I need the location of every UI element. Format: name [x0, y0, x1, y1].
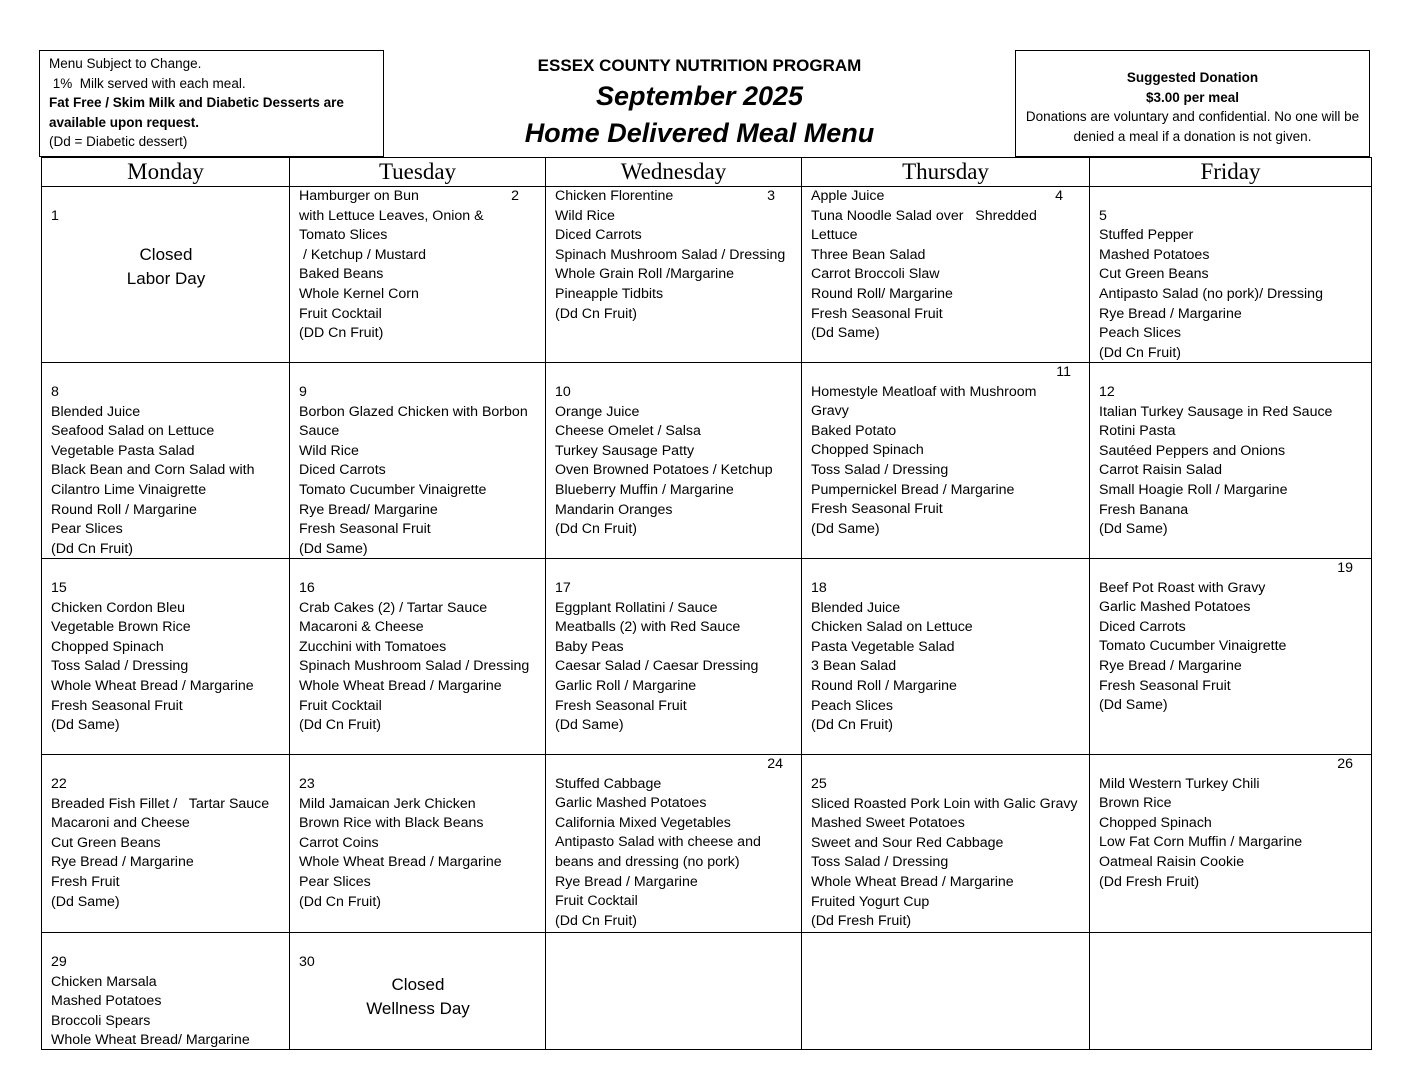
day-number: 26	[1337, 756, 1353, 772]
day-cell-empty	[546, 933, 802, 1050]
menu-title: Home Delivered Meal Menu	[524, 118, 875, 148]
menu-item: Antipasto Salad (no pork)/ Dressing	[1099, 285, 1323, 302]
menu-item: Pear Slices	[51, 521, 123, 538]
day-number: 9	[299, 384, 307, 400]
menu-item: Pumpernickel Bread / Margarine	[811, 481, 1015, 498]
day-cell	[42, 187, 290, 363]
menu-item: Meatballs (2) with Red Sauce	[555, 619, 741, 636]
donation-amount: $3.00 per meal	[1145, 89, 1240, 105]
menu-item: Eggplant Rollatini / Sauce	[555, 599, 718, 616]
day-number: 12	[1099, 384, 1115, 400]
menu-item: Fresh Seasonal Fruit	[811, 501, 943, 518]
menu-item: Rye Bread / Margarine	[51, 854, 194, 871]
menu-item: (Dd Same)	[51, 717, 120, 734]
menu-item: Blueberry Muffin / Margarine	[555, 481, 734, 498]
menu-item: Cut Green Beans	[51, 834, 161, 851]
menu-item: Pineapple Tidbits	[555, 285, 664, 302]
menu-item: Peach Slices	[811, 697, 894, 714]
day-cell	[546, 187, 802, 363]
menu-item: (Dd Cn Fruit)	[299, 893, 381, 910]
menu-item: Apple Juice	[811, 188, 885, 204]
menu-item: Sautéed Peppers and Onions	[1099, 442, 1286, 459]
day-cell	[546, 755, 802, 933]
menu-item: Fruit Cocktail	[555, 893, 638, 910]
menu-item: Tomato Cucumber Vinaigrette	[299, 481, 487, 498]
day-number: 2	[511, 188, 519, 204]
menu-item: Spinach Mushroom Salad / Dressing	[299, 658, 530, 675]
day-number: 30	[299, 954, 315, 970]
menu-item: Chicken Marsala	[51, 973, 157, 990]
menu-item: Chicken Salad on Lettuce	[811, 619, 973, 636]
menu-item: Orange Juice	[555, 403, 640, 420]
closed-reason: Wellness Day	[366, 998, 470, 1018]
menu-month: September 2025	[595, 81, 804, 111]
menu-item: Sweet and Sour Red Cabbage	[811, 834, 1004, 851]
menu-item: Diced Carrots	[299, 462, 386, 479]
menu-item: Small Hoagie Roll / Margarine	[1099, 481, 1288, 498]
menu-item: Wild Rice	[299, 442, 359, 459]
day-number: 25	[811, 776, 827, 792]
menu-item: Round Roll/ Margarine	[811, 285, 953, 302]
menu-item: Low Fat Corn Muffin / Margarine	[1099, 834, 1303, 851]
menu-item: (Dd Same)	[555, 717, 624, 734]
menu-item: Broccoli Spears	[51, 1012, 151, 1029]
day-cell	[42, 363, 290, 559]
menu-item: (Dd Cn Fruit)	[299, 717, 381, 734]
menu-item: Rye Bread / Margarine	[555, 873, 698, 890]
menu-item: Fruit Cocktail	[299, 697, 382, 714]
menu-item: Blended Juice	[51, 403, 141, 420]
donation-title: Suggested Donation	[1126, 70, 1259, 85]
notes-line-2: 1% Milk served with each meal.	[49, 75, 246, 91]
menu-item: Black Bean and Corn Salad with	[51, 462, 255, 479]
day-number: 22	[51, 776, 67, 792]
day-header-monday: Monday	[42, 158, 290, 187]
day-cell	[802, 755, 1090, 933]
menu-item: Brown Rice with Black Beans	[299, 815, 484, 832]
menu-item: (Dd Same)	[299, 540, 368, 557]
donation-box	[1015, 50, 1370, 157]
menu-item: Whole Wheat Bread / Margarine	[299, 854, 502, 871]
menu-item: Fresh Seasonal Fruit	[299, 521, 431, 538]
menu-item: Fruit Cocktail	[299, 305, 382, 322]
menu-item: Garlic Mashed Potatoes	[1099, 599, 1251, 616]
menu-item: Breaded Fish Fillet / Tartar Sauce	[51, 795, 270, 812]
menu-item: Fresh Seasonal Fruit	[555, 697, 687, 714]
day-cell	[1090, 363, 1372, 559]
notes-line-1: Menu Subject to Change.	[49, 56, 202, 71]
menu-item: Chicken Florentine	[555, 188, 674, 204]
menu-item: Sliced Roasted Pork Loin with Galic Gravy	[811, 795, 1078, 812]
menu-item: Toss Salad / Dressing	[51, 658, 189, 675]
day-number: 23	[299, 776, 315, 792]
menu-item: Blended Juice	[811, 599, 901, 616]
menu-item: Whole Wheat Bread / Margarine	[811, 873, 1014, 890]
day-header-tuesday: Tuesday	[290, 158, 546, 187]
menu-item: Crab Cakes (2) / Tartar Sauce	[299, 599, 488, 616]
menu-item: Baby Peas	[555, 638, 624, 655]
menu-item: Fresh Seasonal Fruit	[811, 305, 943, 322]
day-cell	[290, 559, 546, 755]
menu-item: Carrot Raisin Salad	[1099, 462, 1223, 479]
menu-item: (Dd Same)	[51, 893, 120, 910]
menu-item: Diced Carrots	[555, 227, 642, 244]
menu-item: Macaroni & Cheese	[299, 619, 424, 636]
menu-item: Fresh Fruit	[51, 873, 120, 890]
menu-item: (Dd Fresh Fruit)	[1099, 873, 1200, 890]
day-number: 18	[811, 580, 827, 596]
day-number: 24	[767, 756, 783, 772]
day-cell-empty	[1090, 933, 1372, 1050]
menu-item: (DD Cn Fruit)	[299, 325, 384, 342]
day-cell-empty	[802, 933, 1090, 1050]
menu-item: Macaroni and Cheese	[51, 815, 190, 832]
menu-item: Zucchini with Tomatoes	[299, 638, 447, 655]
menu-item: Carrot Broccoli Slaw	[811, 266, 940, 283]
menu-item: Garlic Roll / Margarine	[555, 677, 697, 694]
menu-item: Spinach Mushroom Salad / Dressing	[555, 246, 786, 263]
day-number: 17	[555, 580, 571, 596]
menu-item: Tuna Noodle Salad over Shredded	[811, 207, 1037, 224]
menu-item: Whole Wheat Bread/ Margarine	[51, 1032, 250, 1049]
menu-item: Toss Salad / Dressing	[811, 854, 949, 871]
day-cell	[546, 363, 802, 559]
menu-item: (Dd Cn Fruit)	[1099, 344, 1181, 361]
menu-item: Mild Jamaican Jerk Chicken	[299, 795, 476, 812]
menu-item: (Dd Same)	[811, 520, 880, 537]
menu-item: Borbon Glazed Chicken with Borbon	[299, 403, 528, 420]
day-cell	[1090, 559, 1372, 755]
day-cell	[42, 933, 290, 1050]
menu-item: Mandarin Oranges	[555, 501, 673, 518]
menu-item: Cut Green Beans	[1099, 266, 1209, 283]
menu-item: Cheese Omelet / Salsa	[555, 423, 701, 440]
menu-item: Diced Carrots	[1099, 618, 1186, 635]
menu-item: Sauce	[299, 423, 340, 440]
day-cell	[802, 559, 1090, 755]
menu-item: Brown Rice	[1099, 795, 1172, 812]
menu-item: Vegetable Brown Rice	[51, 619, 191, 636]
menu-item: Chopped Spinach	[811, 442, 924, 459]
menu-item: Toss Salad / Dressing	[811, 461, 949, 478]
day-number: 15	[51, 580, 67, 596]
donation-text: Donations are voluntary and confidential. No one will be denied a meal if a donation is not given.	[1025, 109, 1360, 144]
menu-item: Mashed Potatoes	[1099, 246, 1210, 263]
closed-reason: Labor Day	[126, 268, 206, 288]
day-number: 3	[767, 188, 775, 204]
menu-item: Garlic Mashed Potatoes	[555, 795, 707, 812]
menu-item: Caesar Salad / Caesar Dressing	[555, 658, 759, 675]
menu-item: Oatmeal Raisin Cookie	[1099, 853, 1245, 870]
program-name: ESSEX COUNTY NUTRITION PROGRAM	[537, 56, 862, 75]
day-cell	[290, 755, 546, 933]
day-number: 1	[51, 208, 59, 224]
menu-item: Stuffed Pepper	[1099, 227, 1194, 244]
menu-item: Lettuce	[811, 227, 858, 244]
menu-item: Fresh Banana	[1099, 501, 1189, 518]
menu-item: Gravy	[811, 403, 849, 420]
menu-item: Round Roll / Margarine	[811, 677, 957, 694]
menu-item: Oven Browned Potatoes / Ketchup	[555, 462, 773, 479]
menu-item: (Dd Cn Fruit)	[811, 717, 893, 734]
menu-calendar	[41, 157, 1372, 1050]
closed-label: Closed	[139, 244, 193, 264]
page-header	[384, 52, 1015, 152]
menu-item: Cilantro Lime Vinaigrette	[51, 481, 207, 498]
menu-item: Beef Pot Roast with Gravy	[1099, 579, 1266, 596]
menu-item: Antipasto Salad with cheese and	[555, 834, 761, 851]
notes-line-4: (Dd = Diabetic dessert)	[49, 134, 188, 149]
menu-item: (Dd Cn Fruit)	[555, 912, 637, 929]
menu-item: Baked Beans	[299, 266, 384, 283]
day-cell	[546, 559, 802, 755]
menu-item: Pear Slices	[299, 873, 371, 890]
day-cell	[290, 187, 546, 363]
notes-line-3: Fat Free / Skim Milk and Diabetic Desserts are available upon request.	[49, 95, 344, 130]
day-cell	[290, 933, 546, 1050]
closed-label: Closed	[391, 974, 445, 994]
day-number: 19	[1337, 560, 1353, 576]
menu-item: with Lettuce Leaves, Onion &	[299, 207, 484, 224]
menu-item: Stuffed Cabbage	[555, 775, 662, 792]
menu-item: (Dd Fresh Fruit)	[811, 913, 912, 930]
menu-item: Chopped Spinach	[1099, 814, 1212, 831]
menu-item: Rotini Pasta	[1099, 423, 1176, 440]
menu-item: Fruited Yogurt Cup	[811, 893, 930, 910]
day-cell	[802, 187, 1090, 363]
day-cell	[802, 363, 1090, 559]
menu-item: 3 Bean Salad	[811, 658, 897, 675]
menu-item: Fresh Seasonal Fruit	[51, 697, 183, 714]
menu-item: Rye Bread/ Margarine	[299, 501, 438, 518]
menu-item: Fresh Seasonal Fruit	[1099, 677, 1231, 694]
menu-item: beans and dressing (no pork)	[555, 853, 740, 870]
day-number: 10	[555, 384, 571, 400]
day-cell	[42, 559, 290, 755]
day-number: 5	[1099, 207, 1107, 224]
menu-item: Chopped Spinach	[51, 638, 164, 655]
day-cell	[1090, 187, 1372, 363]
menu-item: Whole Grain Roll /Margarine	[555, 266, 734, 283]
day-number: 11	[1056, 364, 1071, 380]
menu-item: / Ketchup / Mustard	[299, 246, 426, 263]
menu-item: Italian Turkey Sausage in Red Sauce	[1099, 403, 1333, 420]
menu-item: Seafood Salad on Lettuce	[51, 423, 215, 440]
day-number: 16	[299, 580, 315, 596]
day-header-friday: Friday	[1090, 158, 1372, 187]
week-row-5	[42, 933, 1372, 1050]
week-row-4	[42, 755, 1372, 933]
menu-item: (Dd Cn Fruit)	[51, 540, 133, 557]
menu-item: (Dd Same)	[811, 325, 880, 342]
day-header-row	[42, 158, 1372, 187]
menu-item: Carrot Coins	[299, 834, 379, 851]
week-row-1	[42, 187, 1372, 363]
menu-item: Wild Rice	[555, 207, 615, 224]
menu-item: (Dd Cn Fruit)	[555, 521, 637, 538]
menu-item: Homestyle Meatloaf with Mushroom	[811, 383, 1037, 400]
week-row-2	[42, 363, 1372, 559]
menu-item: Tomato Cucumber Vinaigrette	[1099, 638, 1287, 655]
day-cell	[1090, 755, 1372, 933]
menu-item: Mashed Potatoes	[51, 993, 162, 1010]
menu-item: Tomato Slices	[299, 227, 388, 244]
menu-item: Chicken Cordon Bleu	[51, 599, 186, 616]
day-number: 4	[1055, 188, 1063, 204]
menu-item: (Dd Cn Fruit)	[555, 305, 637, 322]
menu-item: Hamburger on Bun	[299, 188, 419, 204]
menu-item: Whole Kernel Corn	[299, 285, 419, 302]
menu-item: Turkey Sausage Patty	[555, 442, 695, 459]
day-cell	[290, 363, 546, 559]
day-cell	[42, 755, 290, 933]
menu-item: Three Bean Salad	[811, 246, 926, 263]
menu-item: Vegetable Pasta Salad	[51, 442, 195, 459]
day-number: 8	[51, 384, 59, 400]
day-header-wednesday: Wednesday	[546, 158, 802, 187]
menu-item: (Dd Same)	[1099, 697, 1168, 714]
menu-item: California Mixed Vegetables	[555, 814, 731, 831]
day-header-thursday: Thursday	[802, 158, 1090, 187]
menu-item: Baked Potato	[811, 422, 897, 439]
menu-item: Pasta Vegetable Salad	[811, 638, 955, 655]
menu-item: (Dd Same)	[1099, 521, 1168, 538]
menu-item: Round Roll / Margarine	[51, 501, 197, 518]
menu-item: Whole Wheat Bread / Margarine	[51, 677, 254, 694]
week-row-3	[42, 559, 1372, 755]
menu-item: Whole Wheat Bread / Margarine	[299, 677, 502, 694]
menu-item: Mild Western Turkey Chili	[1099, 775, 1260, 792]
menu-item: Peach Slices	[1099, 325, 1182, 342]
menu-item: Rye Bread / Margarine	[1099, 305, 1242, 322]
menu-item: Mashed Sweet Potatoes	[811, 815, 965, 832]
day-number: 29	[51, 954, 67, 970]
menu-notes-box	[39, 50, 384, 157]
menu-item: Rye Bread / Margarine	[1099, 657, 1242, 674]
